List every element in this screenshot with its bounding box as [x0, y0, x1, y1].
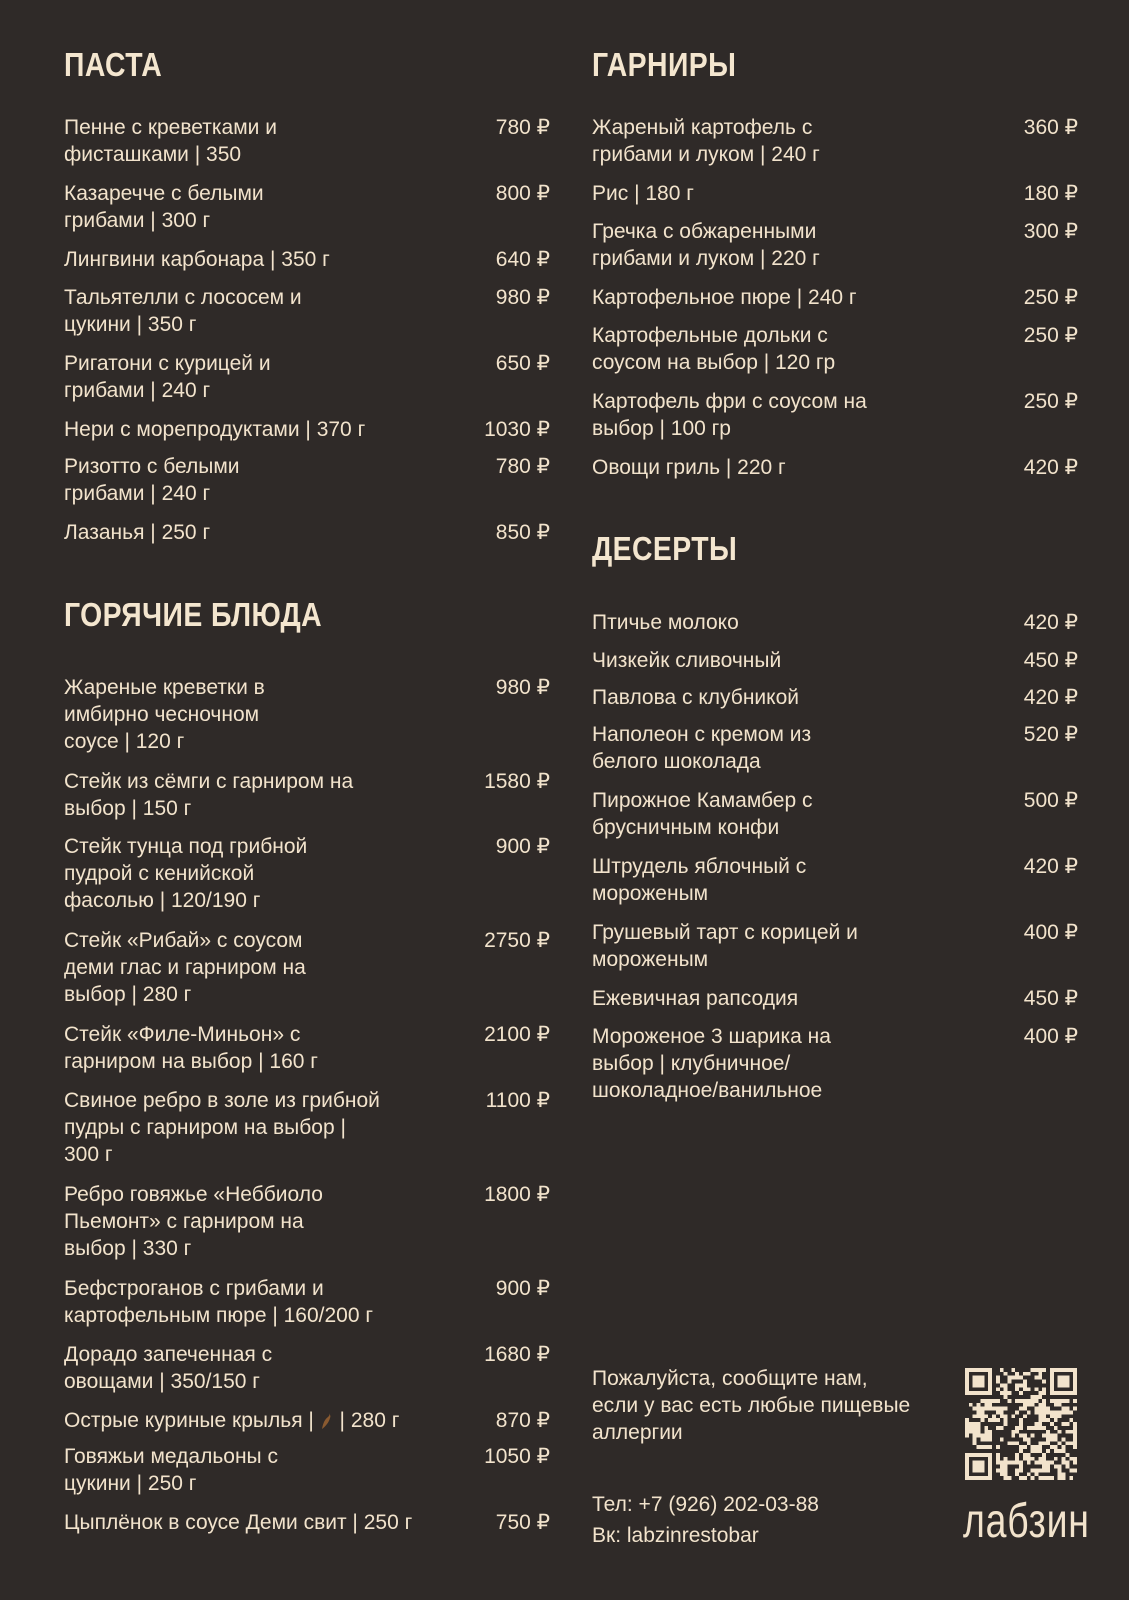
menu-item [592, 787, 1078, 841]
item-name: Грушевый тарт с корицей и мороженым [592, 921, 858, 971]
item-price: 420 ₽ [1023, 855, 1078, 878]
menu-item [592, 721, 1078, 775]
item-price: 1800 ₽ [484, 1183, 550, 1206]
menu-item [592, 684, 1078, 711]
menu-item [592, 609, 1078, 636]
menu-item [592, 985, 1078, 1012]
item-name: Пирожное Камамбер с брусничным конфи [592, 789, 813, 839]
item-price: 800 ₽ [495, 182, 550, 205]
menu-item [64, 453, 550, 507]
item-price: 250 ₽ [1023, 286, 1078, 309]
item-name [64, 1407, 464, 1434]
item-price: 2750 ₽ [484, 929, 550, 952]
item-price: 870 ₽ [495, 1409, 550, 1432]
menu-item [64, 833, 550, 914]
item-price: 640 ₽ [495, 248, 550, 271]
menu-item [64, 1443, 550, 1497]
menu-item [592, 284, 1078, 311]
restaurant-logo: лабзин [963, 1495, 1090, 1548]
item-name: Картофельные дольки с соусом на выбор | 120 гр [592, 324, 836, 374]
item-name: Павлова с клубникой [592, 686, 799, 709]
menu-item [592, 647, 1078, 674]
item-price: 2100 ₽ [484, 1023, 550, 1046]
menu-item [64, 1509, 550, 1536]
item-name: Птичье молоко [592, 611, 739, 634]
item-name: Ежевичная рапсодия [592, 987, 799, 1010]
item-price: 900 ₽ [495, 1277, 550, 1300]
item-name: Стейк из сёмги с гарниром на выбор | 150 г [64, 770, 354, 820]
item-price: 420 ₽ [1023, 611, 1078, 634]
menu-item [64, 1341, 550, 1395]
menu-item [592, 1023, 1078, 1104]
item-price: 980 ₽ [495, 676, 550, 699]
item-price: 520 ₽ [1023, 723, 1078, 746]
item-weight: | 280 г [339, 1409, 400, 1432]
item-name: Тальятелли с лососем и цукини | 350 г [64, 286, 302, 336]
menu-item [64, 768, 550, 822]
item-name: Говяжьи медальоны с цукини | 250 г [64, 1445, 278, 1495]
menu-item [64, 114, 550, 168]
item-name: Дорадо запеченная с овощами | 350/150 г [64, 1343, 273, 1393]
menu-item [592, 454, 1078, 481]
item-name: Гречка с обжаренными грибами и луком | 220 г [592, 220, 820, 270]
item-name: Пенне с креветками и фисташками | 350 [64, 116, 277, 166]
menu-item [64, 1275, 550, 1329]
item-name: Наполеон с кремом из белого шоколада [592, 723, 812, 773]
item-name: Штрудель яблочный с мороженым [592, 855, 807, 905]
item-price: 450 ₽ [1023, 987, 1078, 1010]
item-name: Казаречче с белыми грибами | 300 г [64, 182, 264, 232]
qr-code-icon[interactable] [965, 1368, 1077, 1480]
item-price: 450 ₽ [1023, 649, 1078, 672]
item-name: Стейк тунца под грибной пудрой с кенийской фасолью | 120/190 г [64, 835, 308, 912]
item-price: 250 ₽ [1023, 324, 1078, 347]
menu-item [64, 350, 550, 404]
menu-item [64, 1021, 550, 1075]
menu-item [64, 1407, 550, 1434]
menu-item [592, 388, 1078, 442]
item-price: 650 ₽ [495, 352, 550, 375]
item-name: Ригатони с курицей и грибами | 240 г [64, 352, 271, 402]
menu-item [592, 180, 1078, 207]
item-name: Рис | 180 г [592, 182, 694, 205]
phone-number[interactable]: Тел: +7 (926) 202-03-88 [592, 1493, 819, 1516]
item-name: Стейк «Филе-Миньон» с гарниром на выбор | 160 г [64, 1023, 318, 1073]
item-name: Нери с морепродуктами | 370 г [64, 418, 366, 441]
item-price: 980 ₽ [495, 286, 550, 309]
item-price: 750 ₽ [495, 1511, 550, 1534]
allergy-note: Пожалуйста, сообщите нам, если у вас есть любые пищевые аллергии [592, 1367, 911, 1444]
section-title-hot: ГОРЯЧИЕ БЛЮДА [64, 596, 323, 633]
item-price: 850 ₽ [495, 521, 550, 544]
menu-item [64, 180, 550, 234]
menu-item [64, 416, 550, 443]
item-name: Ребро говяжье «Неббиоло Пьемонт» с гарниром на выбор | 330 г [64, 1183, 323, 1260]
menu-item [64, 284, 550, 338]
section-title-sides: ГАРНИРЫ [592, 46, 737, 83]
menu-item [64, 674, 550, 755]
item-price: 780 ₽ [495, 116, 550, 139]
menu-item [592, 114, 1078, 168]
menu-item [592, 218, 1078, 272]
section-title-pasta: ПАСТА [64, 46, 163, 83]
vk-link[interactable]: Вк: labzinrestobar [592, 1524, 759, 1547]
menu-item [64, 519, 550, 546]
menu-item [64, 1181, 550, 1262]
menu-item [592, 919, 1078, 973]
item-price: 1580 ₽ [484, 770, 550, 793]
item-name: Жареные креветки в имбирно чесночном соусе | 120 г [64, 676, 265, 753]
item-price: 780 ₽ [495, 455, 550, 478]
item-price: 1680 ₽ [484, 1343, 550, 1366]
item-name: Чизкейк сливочный [592, 649, 782, 672]
item-price: 900 ₽ [495, 835, 550, 858]
item-name: Овощи гриль | 220 г [592, 456, 786, 479]
item-price: 400 ₽ [1023, 1025, 1078, 1048]
item-price: 500 ₽ [1023, 789, 1078, 812]
item-name: Стейк «Рибай» с соусом деми глас и гарниром на выбор | 280 г [64, 929, 306, 1006]
item-price: 250 ₽ [1023, 390, 1078, 413]
item-price: 400 ₽ [1023, 921, 1078, 944]
item-name: Картофельное пюре | 240 г [592, 286, 857, 309]
menu-item [592, 853, 1078, 907]
item-price: 360 ₽ [1023, 116, 1078, 139]
item-name: Лазанья | 250 г [64, 521, 211, 544]
item-name: Мороженое 3 шарика на выбор | клубничное/ шоколадное/ванильное [592, 1025, 831, 1102]
menu-item [64, 246, 550, 273]
item-price: 420 ₽ [1023, 456, 1078, 479]
item-name: Картофель фри с соусом на выбор | 100 гр [592, 390, 867, 440]
item-name: Бефстроганов с грибами и картофельным пюре | 160/200 г [64, 1277, 374, 1327]
item-price: 1050 ₽ [484, 1445, 550, 1468]
chili-pepper-icon [320, 1409, 340, 1432]
item-price: 180 ₽ [1023, 182, 1078, 205]
item-name-text: Острые куриные крылья | [64, 1409, 314, 1432]
item-price: 300 ₽ [1023, 220, 1078, 243]
menu-item [592, 322, 1078, 376]
item-name: Цыплёнок в соусе Деми свит | 250 г [64, 1511, 413, 1534]
item-price: 1100 ₽ [485, 1089, 550, 1112]
item-name: Жареный картофель с грибами и луком | 240 г [592, 116, 820, 166]
item-price: 1030 ₽ [484, 418, 550, 441]
item-price: 420 ₽ [1023, 686, 1078, 709]
item-name: Свиное ребро в золе из грибной пудры с гарниром на выбор | 300 г [64, 1089, 380, 1166]
menu-item [64, 1087, 550, 1168]
section-title-desserts: ДЕСЕРТЫ [592, 530, 738, 567]
item-name: Лингвини карбонара | 350 г [64, 248, 330, 271]
item-name: Ризотто с белыми грибами | 240 г [64, 455, 240, 505]
menu-item [64, 927, 550, 1008]
